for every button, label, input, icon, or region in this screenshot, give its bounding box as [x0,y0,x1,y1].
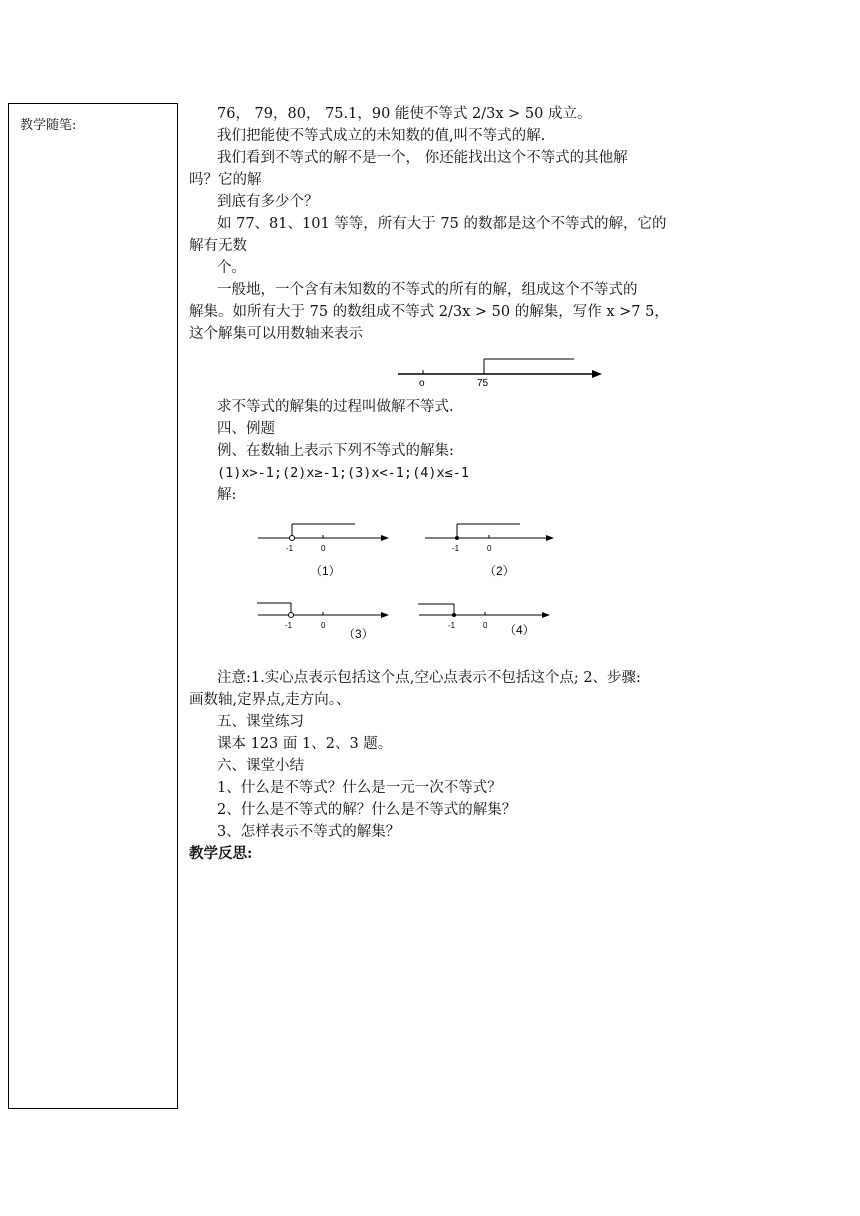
text-line: 到底有多少个？ [217,194,319,210]
zero-label: o [419,378,425,389]
text-line: 解集。如所有大于 75 的数组成不等式 2/3x > 50 的解集，写作 x >7 5， [189,304,669,320]
text-line: 吗？它的解 [189,172,262,188]
caption: （2） [484,564,515,578]
text-line: 解: [217,487,237,503]
caption: （4） [504,623,535,637]
example-4-number-line [416,598,561,644]
text-line: 3、怎样表示不等式的解集？ [217,824,401,840]
svg-text:0: 0 [487,544,492,553]
example-1-number-line [255,520,395,582]
text-line: 1、什么是不等式？什么是一元一次不等式？ [217,780,502,796]
text-line: 我们看到不等式的解不是一个， 你还能找出这个不等式的其他解 [217,150,628,166]
number-line-main [390,355,610,390]
text-line: 个。 [217,260,246,276]
text-line: 例、在数轴上表示下列不等式的解集: [217,443,454,459]
text-line: 一般地，一个含有未知数的不等式的所有的解，组成这个不等式的 [217,282,638,298]
text-line: 解有无数 [189,238,247,254]
text-line: 求不等式的解集的过程叫做解不等式. [217,399,454,415]
solid-dot [452,613,456,617]
text-line: 六、课堂小结 [217,758,304,774]
teaching-notes-title: 教学随笔: [20,118,77,133]
svg-text:0: 0 [321,544,326,553]
lesson-content [189,103,734,345]
arrow-right-icon [546,535,554,541]
lesson-content-3 [189,667,734,865]
caption: （3） [343,627,374,641]
point-label: 75 [477,378,489,389]
text-line: (1)x>-1;(2)x≥-1;(3)x<-1;(4)x≤-1 [217,465,469,481]
text-line: 画数轴,定界点,走方向。、 [189,692,351,708]
text-line: 如 77、81、101 等等，所有大于 75 的数都是这个不等式的解，它的 [217,216,667,232]
text-line: 我们把能使不等式成立的未知数的值,叫不等式的解. [217,128,546,144]
text-line: 课本 123 面 1、2、3 题。 [217,736,393,752]
text-line: 2、什么是不等式的解？什么是不等式的解集？ [217,802,517,818]
arrow-right-icon [381,612,389,618]
text-line: 四、例题 [217,421,275,437]
example-3-number-line [255,598,395,644]
svg-text:-1: -1 [448,621,456,630]
svg-text:0: 0 [321,621,326,630]
reflection-heading: 教学反思: [189,845,253,862]
text-line: 这个解集可以用数轴来表示 [189,326,363,342]
text-line: 76， 79，80， 75.1，90 能使不等式 2/3x > 50 成立。 [217,106,592,122]
example-2-number-line [422,520,562,582]
arrow-right-icon [381,535,389,541]
open-dot [290,536,295,541]
svg-text:-1: -1 [452,544,460,553]
arrow-right-icon [542,612,550,618]
lesson-content-2 [189,396,734,506]
svg-text:-1: -1 [285,621,293,630]
solid-dot [455,536,459,540]
caption: （1） [310,564,341,578]
teaching-notes-box [8,103,178,1109]
svg-text:0: 0 [483,621,488,630]
text-line: 五、课堂练习 [217,714,304,730]
svg-text:-1: -1 [286,544,294,553]
text-line: 注意:1.实心点表示包括这个点,空心点表示不包括这个点; 2、步骤: [217,670,641,686]
open-dot [289,613,294,618]
arrow-right-icon [592,370,602,378]
